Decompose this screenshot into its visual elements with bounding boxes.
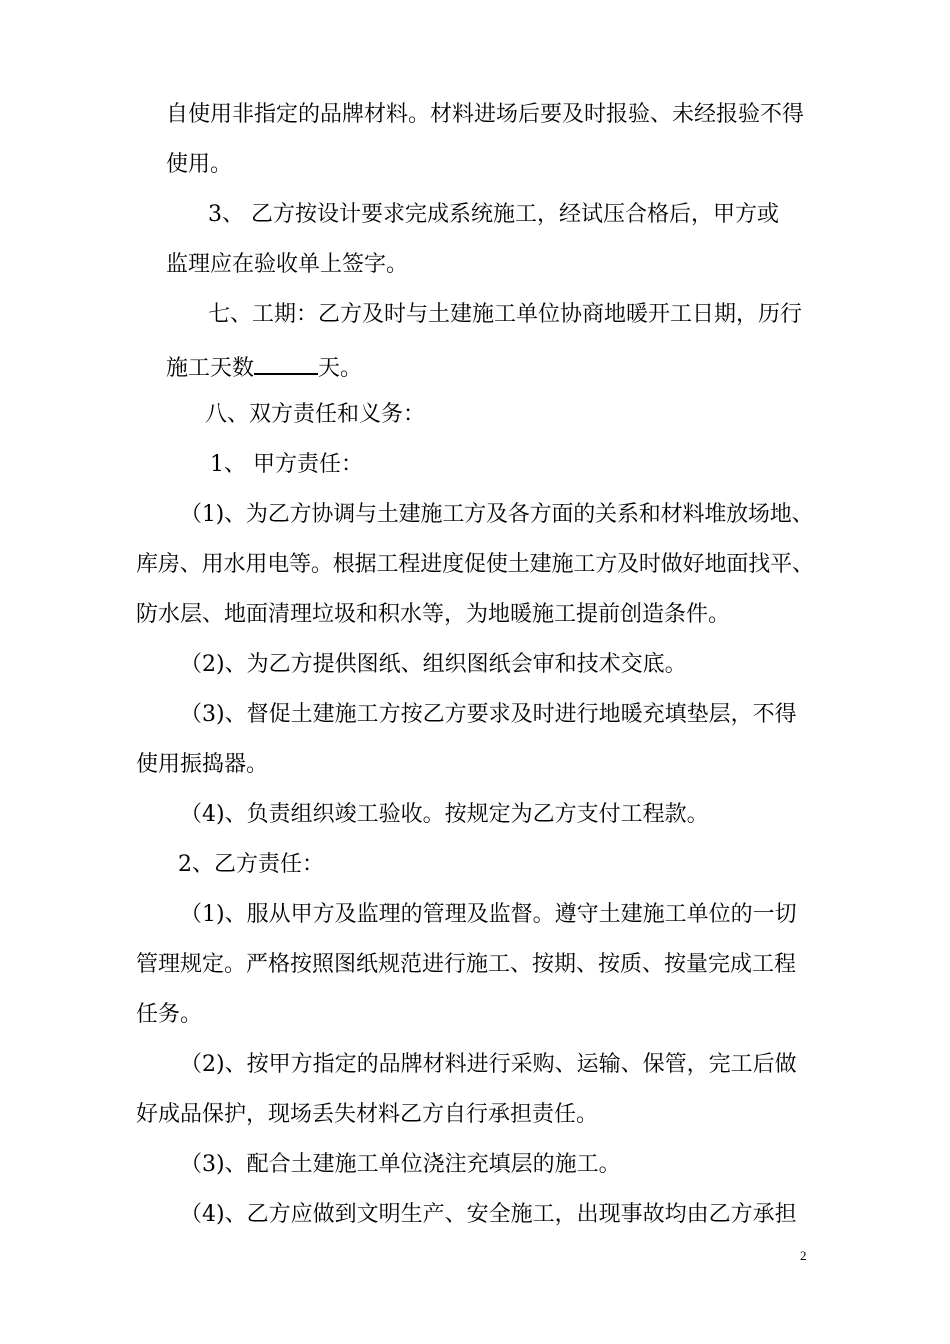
text-line: 七、工期：乙方及时与土建施工单位协商地暖开工日期，历行 (208, 302, 803, 327)
text-line: （3)、配合土建施工单位浇注充填层的施工。 (180, 1152, 621, 1177)
text-line: 使用。 (166, 152, 233, 177)
text-line: 监理应在验收单上签字。 (166, 252, 409, 277)
text-line: 防水层、地面清理垃圾和积水等，为地暖施工提前创造条件。 (136, 602, 731, 627)
subsection-heading: 2、乙方责任： (178, 852, 324, 877)
text-line: （1)、服从甲方及监理的管理及监督。遵守土建施工单位的一切 (180, 902, 797, 927)
text-line: 任务。 (136, 1002, 203, 1027)
blank-underline (254, 351, 318, 375)
text-line: 好成品保护，现场丢失材料乙方自行承担责任。 (136, 1102, 599, 1127)
text-line: 管理规定。严格按照图纸规范进行施工、按期、按质、按量完成工程 (136, 952, 797, 977)
text-line (166, 351, 362, 383)
text-line: （2)、按甲方指定的品牌材料进行采购、运输、保管，完工后做 (180, 1052, 797, 1077)
section-heading: 八、双方责任和义务： (205, 402, 426, 427)
text-line: 自使用非指定的品牌材料。材料进场后要及时报验、未经报验不得 (166, 102, 805, 127)
text-line: 使用振捣器。 (136, 752, 269, 777)
text-line: （4)、负责组织竣工验收。按规定为乙方支付工程款。 (180, 802, 709, 827)
text-line: （1)、为乙方协调与土建施工方及各方面的关系和材料堆放场地、 (180, 502, 814, 527)
text-line: （2)、为乙方提供图纸、组织图纸会审和技术交底。 (180, 652, 687, 677)
text-line: （4)、乙方应做到文明生产、安全施工，出现事故均由乙方承担 (180, 1202, 797, 1227)
text-line: （3)、督促土建施工方按乙方要求及时进行地暖充填垫层，不得 (180, 702, 797, 727)
subsection-heading: 1、 甲方责任： (210, 452, 363, 477)
text-segment: 天。 (318, 356, 363, 381)
text-line: 库房、用水用电等。根据工程进度促使土建施工方及时做好地面找平、 (136, 552, 814, 577)
text-segment: 施工天数 (166, 356, 255, 381)
page-number: 2 (800, 1248, 807, 1263)
text-line: 3、 乙方按设计要求完成系统施工，经试压合格后，甲方或 (208, 202, 779, 227)
